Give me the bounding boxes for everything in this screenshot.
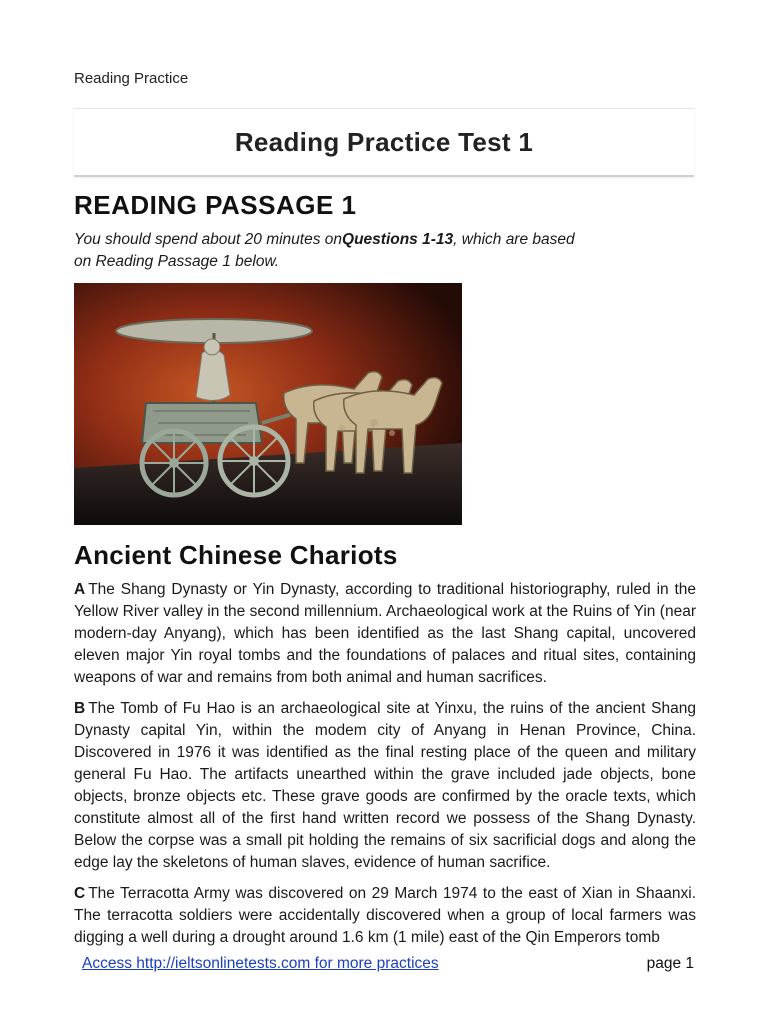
passage-body xyxy=(74,579,696,949)
paragraph-letter: C xyxy=(74,885,86,902)
paragraph-text: The Shang Dynasty or Yin Dynasty, according to traditional historiography, ruled in the Yellow River valley in the second millennium. Archaeological work at the Ruins of Yin (near modern-day Anyang), which has been identified as the last Shang capital, uncovered eleven major Yin royal tombs and the foundations of palaces and ritual sites, containing weapons of war and remains from both animal and human sacrifices. xyxy=(74,581,696,686)
header-label: Reading Practice xyxy=(74,70,189,87)
passage-heading: READING PASSAGE 1 xyxy=(74,190,357,220)
instructions-suffix: , which are based on Reading Passage 1 below. xyxy=(74,231,575,270)
paragraph-letter: B xyxy=(74,700,86,717)
paragraph-b xyxy=(74,698,696,874)
page-title: Reading Practice Test 1 xyxy=(74,108,694,177)
practice-site-link[interactable]: Access http://ieltsonlinetests.com for more practices xyxy=(82,955,439,972)
paragraph-text: The Terracotta Army was discovered on 29 March 1974 to the east of Xian in Shaanxi. The terracotta soldiers were accidentally discovered when a group of local farmers was digging a well during a drought around 1.6 km (1 mile) east of the Qin Emperors tomb xyxy=(74,885,696,946)
chariot-photo xyxy=(74,283,462,525)
paragraph-text: The Tomb of Fu Hao is an archaeological site at Yinxu, the ruins of the ancient Shang Dynasty capital Yin, within the modem city of Anyang in Henan Province, China. Discovered in 1976 it was identified as the final resting place of the queen and military general Fu Hao. The artifacts unearthed within the grave included jade objects, bone objects, bronze objects etc. These grave goods are confirmed by the oracle texts, which constitute almost all of the first hand written record we possess of the Shang Dynasty. Below the corpse was a small pit holding the remains of six sacrificial dogs and along the edge lay the skeletons of human slaves, evidence of human sacrifice. xyxy=(74,700,696,871)
paragraph-c xyxy=(74,883,696,949)
page-number: page 1 xyxy=(646,955,694,972)
paragraph-a xyxy=(74,579,696,689)
instructions-prefix: You should spend about 20 minutes on xyxy=(74,231,343,248)
paragraph-letter: A xyxy=(74,581,86,598)
instructions xyxy=(74,229,594,273)
instructions-questions: Questions 1-13 xyxy=(342,231,454,248)
article-title: Ancient Chinese Chariots xyxy=(74,540,398,570)
